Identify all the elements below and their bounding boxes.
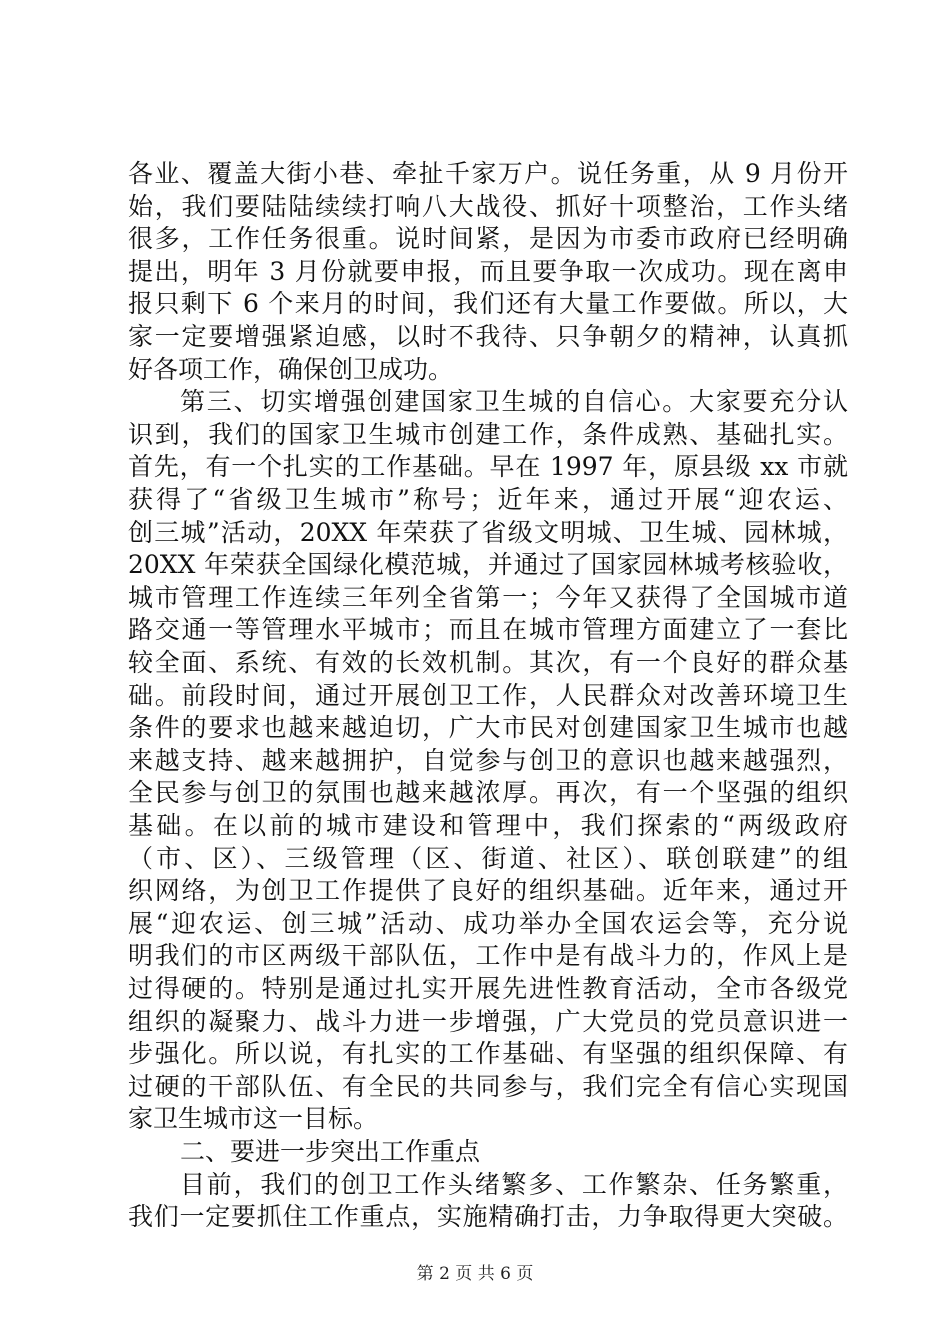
body-text-line: 基础。在以前的城市建设和管理中，我们探索的“两级政府 <box>128 811 848 840</box>
body-text-line: 展“迎农运、创三城”活动、成功举办全国农运会等，充分说 <box>128 908 848 938</box>
body-text-line: 全民参与创卫的氛围也越来越浓厚。再次，有一个坚强的组织 <box>128 778 848 808</box>
body-text-line: 创三城”活动，20XX 年荣获了省级文明城、卫生城、园林城， <box>128 517 848 547</box>
body-text-line: 我们一定要抓住工作重点，实施精确打击，力争取得更大突破。 <box>128 1202 848 1232</box>
body-text-line: 较全面、系统、有效的长效机制。其次，有一个良好的群众基 <box>128 648 848 677</box>
body-text-line: 过硬的干部队伍、有全民的共同参与，我们完全有信心实现国 <box>128 1071 848 1101</box>
body-text-line: 报只剩下 6 个来月的时间，我们还有大量工作要做。所以，大 <box>128 289 848 319</box>
body-text-line: 很多，工作任务很重。说时间紧，是因为市委市政府已经明确 <box>128 224 848 254</box>
body-text-line: 提出，明年 3 月份就要申报，而且要争取一次成功。现在离申 <box>128 256 848 286</box>
body-text-line: 好各项工作，确保创卫成功。 <box>128 354 454 384</box>
body-text-line: 城市管理工作连续三年列全省第一；今年又获得了全国城市道 <box>128 582 848 612</box>
body-text-line: 家一定要增强紧迫感，以时不我待、只争朝夕的精神，认真抓 <box>128 322 848 351</box>
body-text-line: 首先，有一个扎实的工作基础。早在 1997 年，原县级 xx 市就 <box>128 452 848 482</box>
paragraph-first-line: 目前，我们的创卫工作头绪繁多、工作繁杂、任务繁重， <box>180 1169 848 1199</box>
body-text-line: 识到，我们的国家卫生城市创建工作，条件成熟、基础扎实。 <box>128 419 848 449</box>
body-text-line: 路交通一等管理水平城市；而且在城市管理方面建立了一套比 <box>128 615 848 645</box>
body-text-line: 步强化。所以说，有扎实的工作基础、有坚强的组织保障、有 <box>128 1039 848 1069</box>
body-text-line: 过得硬的。特别是通过扎实开展先进性教育活动，全市各级党 <box>128 974 848 1003</box>
body-text-line: 础。前段时间，通过开展创卫工作，人民群众对改善环境卫生 <box>128 680 848 710</box>
page-footer: 第 2 页 共 6 页 <box>416 1264 534 1284</box>
body-text-line: 家卫生城市这一目标。 <box>128 1104 379 1134</box>
body-text-line: 组织的凝聚力、战斗力进一步增强，广大党员的党员意识进一 <box>128 1006 848 1036</box>
body-text-line: 织网络，为创卫工作提供了良好的组织基础。近年来，通过开 <box>128 876 848 906</box>
paragraph-first-line: 第三、切实增强创建国家卫生城的自信心。大家要充分认 <box>180 387 848 417</box>
body-text-line: 条件的要求也越来越迫切，广大市民对创建国家卫生城市也越 <box>128 713 848 743</box>
body-text-line: 获得了“省级卫生城市”称号；近年来，通过开展“迎农运、 <box>128 485 848 514</box>
body-text-line: 明我们的市区两级干部队伍，工作中是有战斗力的，作风上是 <box>128 941 848 971</box>
body-text-line: 20XX 年荣获全国绿化模范城，并通过了国家园林城考核验收， <box>128 550 848 580</box>
section-heading: 二、要进一步突出工作重点 <box>180 1137 481 1166</box>
body-text-line: （市、区）、三级管理（区、街道、社区）、联创联建”的组 <box>128 843 848 873</box>
body-text-line: 来越支持、越来越拥护，自觉参与创卫的意识也越来越强烈， <box>128 745 848 775</box>
body-text-line: 始，我们要陆陆续续打响八大战役、抓好十项整治，工作头绪 <box>128 191 848 221</box>
body-text-line: 各业、覆盖大街小巷、牵扯千家万户。说任务重，从 9 月份开 <box>128 159 848 188</box>
